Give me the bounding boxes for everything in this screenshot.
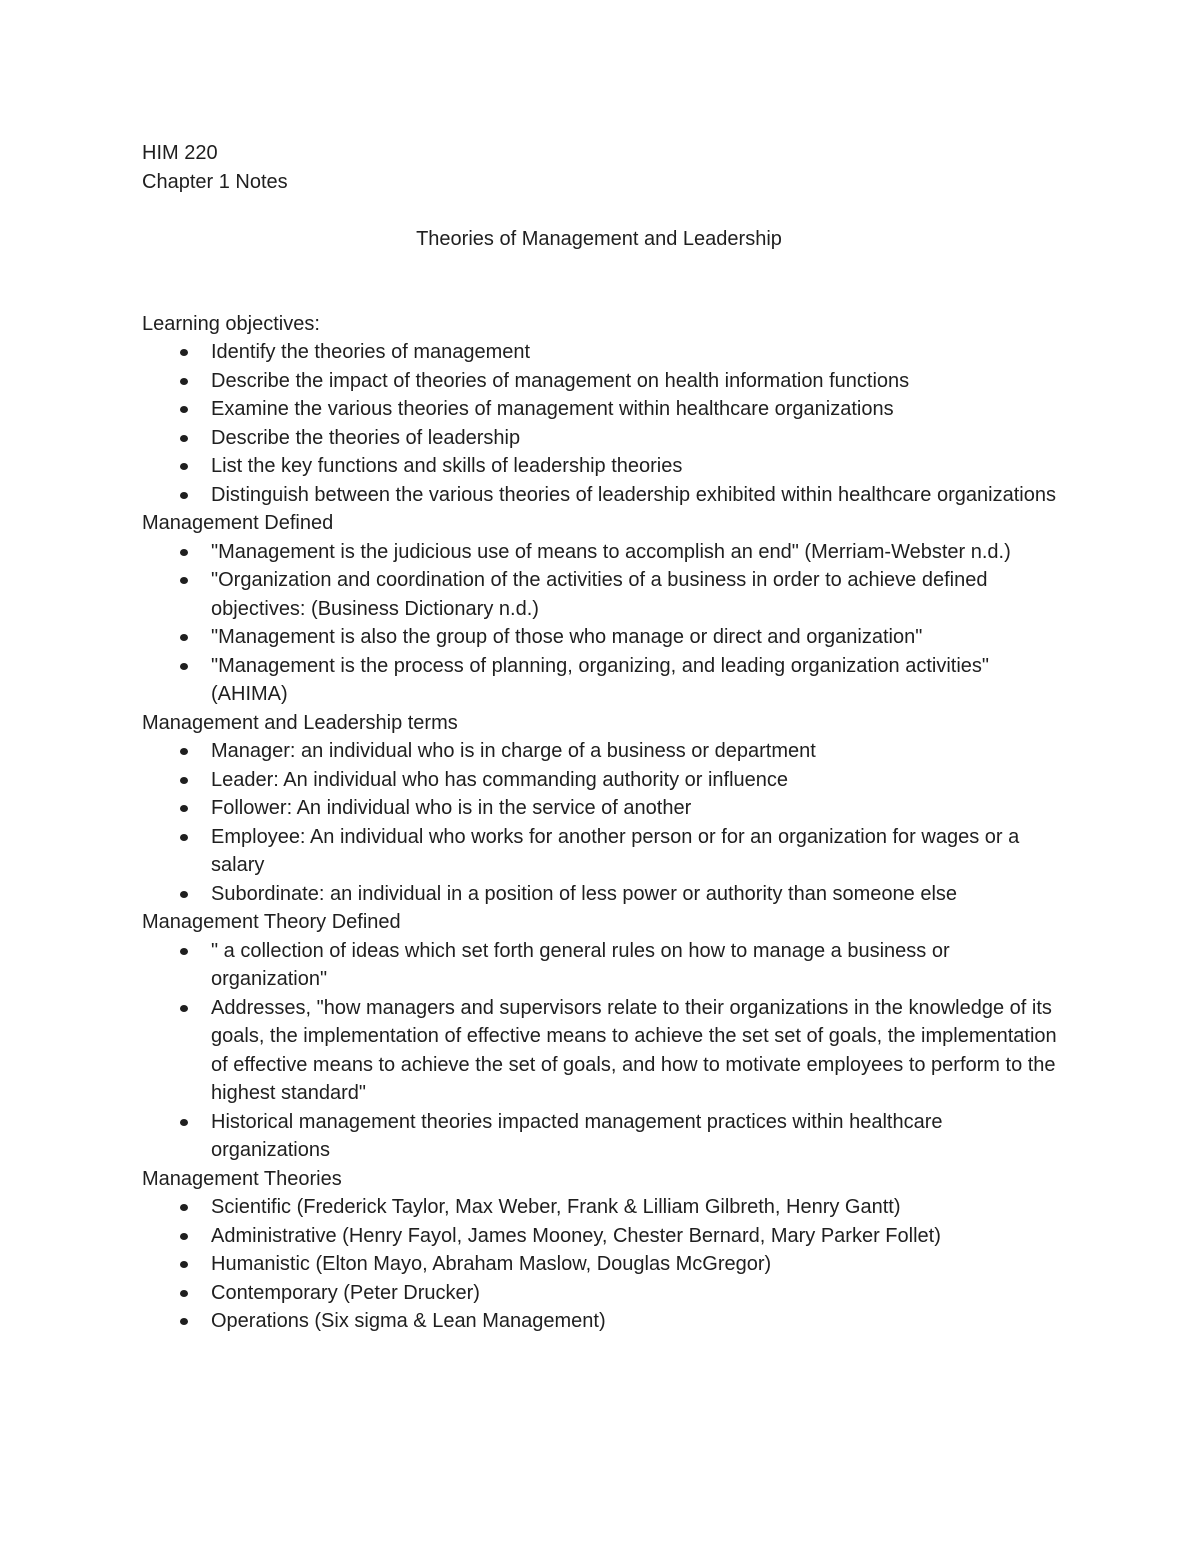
list-item: List the key functions and skills of leadership theories — [142, 452, 1061, 481]
list-item: "Management is the judicious use of means to accomplish an end" (Merriam-Webster n.d.) — [142, 538, 1061, 567]
list-item: "Management is also the group of those who manage or direct and organization" — [142, 623, 1061, 652]
bullet-list — [142, 737, 1062, 908]
section-heading: Learning objectives: — [142, 312, 320, 335]
list-item: Examine the various theories of management within healthcare organizations — [142, 395, 1061, 424]
list-item: Describe the impact of theories of management on health information functions — [142, 367, 1061, 396]
bullet-icon — [180, 492, 188, 499]
section-heading: Management Theories — [142, 1167, 342, 1190]
section-heading: Management Defined — [142, 512, 334, 534]
document-page — [142, 139, 1062, 1336]
section-heading: Management Theory Defined — [142, 911, 401, 933]
bullet-icon — [180, 777, 188, 784]
bullet-icon — [180, 805, 188, 812]
section-management-theories — [142, 1165, 1062, 1336]
bullet-icon — [180, 463, 188, 470]
list-item: Distinguish between the various theories of leadership exhibited within healthcare organizations — [142, 481, 1061, 510]
bullet-list — [142, 1193, 1062, 1336]
bullet-icon — [180, 748, 188, 755]
section-learning-objectives — [142, 310, 1062, 510]
list-item: Follower: An individual who is in the service of another — [142, 794, 1061, 823]
bullet-icon — [180, 1233, 188, 1240]
bullet-icon — [180, 663, 188, 670]
list-item: Administrative (Henry Fayol, James Mooney, Chester Bernard, Mary Parker Follet) — [142, 1222, 1061, 1251]
bullet-list — [142, 937, 1062, 1165]
bullet-icon — [180, 435, 188, 442]
list-item: Humanistic (Elton Mayo, Abraham Maslow, Douglas McGregor) — [142, 1250, 1061, 1279]
bullet-icon — [180, 1261, 188, 1268]
page-title: Theories of Management and Leadership — [416, 228, 782, 250]
bullet-icon — [180, 406, 188, 413]
bullet-icon — [180, 634, 188, 641]
bullet-icon — [180, 1318, 188, 1325]
bullet-list — [142, 338, 1062, 509]
bullet-icon — [180, 834, 188, 841]
list-item: Subordinate: an individual in a position of less power or authority than someone else — [142, 880, 1061, 909]
bullet-icon — [180, 349, 188, 356]
section-heading: Management and Leadership terms — [142, 711, 458, 734]
bullet-icon — [180, 577, 188, 584]
list-item: Manager: an individual who is in charge of a business or department — [142, 737, 1061, 766]
section-management-leadership-terms — [142, 709, 1062, 909]
course-code: HIM 220 — [142, 142, 218, 164]
list-item: Scientific (Frederick Taylor, Max Weber, Frank & Lilliam Gilbreth, Henry Gantt) — [142, 1193, 1061, 1222]
list-item: Contemporary (Peter Drucker) — [142, 1279, 1061, 1308]
list-item: "Organization and coordination of the activities of a business in order to achieve defined objectives: (Business Dictionary n.d.) — [142, 566, 1061, 623]
chapter-subtitle: Chapter 1 Notes — [142, 170, 288, 193]
bullet-list — [142, 538, 1062, 709]
list-item: " a collection of ideas which set forth general rules on how to manage a business or organization" — [142, 937, 1061, 994]
bullet-icon — [180, 1290, 188, 1297]
bullet-icon — [180, 378, 188, 385]
list-item: Addresses, "how managers and supervisors relate to their organizations in the knowledge of its goals, the implementation of effective means to achieve the set set of goals, the implementation of effective means to achieve the set of goals, and how to motivate employees to perform to the highest standard" — [142, 994, 1061, 1108]
list-item: Leader: An individual who has commanding authority or influence — [142, 766, 1061, 795]
list-item: "Management is the process of planning, organizing, and leading organization activities" (AHIMA) — [142, 652, 1061, 709]
bullet-icon — [180, 948, 188, 955]
bullet-icon — [180, 1204, 188, 1211]
list-item: Identify the theories of management — [142, 338, 1061, 367]
bullet-icon — [180, 891, 188, 898]
section-management-defined — [142, 509, 1062, 709]
section-management-theory-defined — [142, 908, 1062, 1165]
list-item: Operations (Six sigma & Lean Management) — [142, 1307, 1061, 1336]
list-item: Describe the theories of leadership — [142, 424, 1061, 453]
list-item: Employee: An individual who works for another person or for an organization for wages or a salary — [142, 823, 1061, 880]
bullet-icon — [180, 1005, 188, 1012]
bullet-icon — [180, 549, 188, 556]
bullet-icon — [180, 1119, 188, 1126]
list-item: Historical management theories impacted management practices within healthcare organizations — [142, 1108, 1061, 1165]
